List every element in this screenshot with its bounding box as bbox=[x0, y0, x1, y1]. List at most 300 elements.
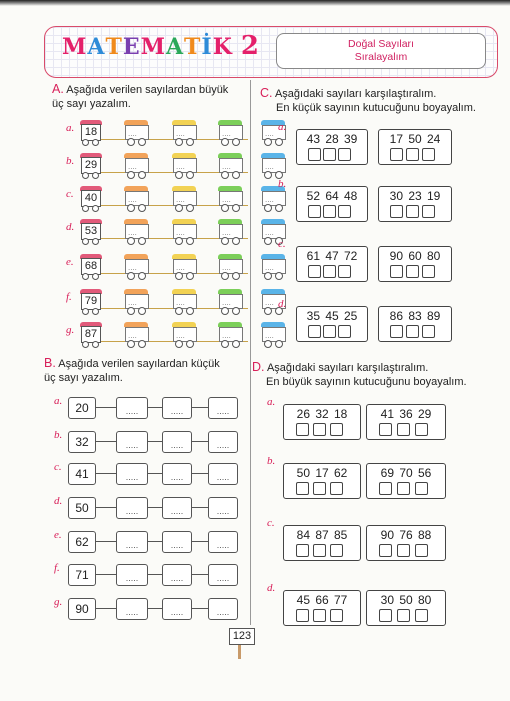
wheel-icon bbox=[221, 272, 229, 280]
paint-checkbox[interactable] bbox=[330, 423, 343, 436]
number-group-left bbox=[296, 129, 368, 165]
start-number-box: 41 bbox=[68, 463, 96, 485]
answer-box: ..... bbox=[208, 397, 238, 419]
answer-blank: .... bbox=[176, 130, 185, 138]
locomotive bbox=[80, 186, 102, 212]
answer-blank: .... bbox=[176, 299, 185, 307]
wagon-answer-box bbox=[172, 153, 196, 179]
row-label: a. bbox=[267, 396, 276, 408]
paint-checkbox[interactable] bbox=[397, 544, 410, 557]
wagon-answer-box bbox=[124, 219, 148, 245]
wheel-icon bbox=[232, 340, 240, 348]
paint-checkbox[interactable] bbox=[422, 265, 435, 278]
answer-blank: .... bbox=[176, 332, 185, 340]
number-group-left bbox=[283, 525, 361, 561]
train-row bbox=[80, 120, 274, 148]
wheel-icon bbox=[138, 138, 146, 146]
chain-link bbox=[192, 441, 208, 442]
chain-link bbox=[148, 473, 162, 474]
wheel-icon bbox=[92, 308, 99, 315]
column-divider bbox=[250, 80, 251, 625]
answer-box: ..... bbox=[116, 598, 148, 620]
paint-checkbox[interactable] bbox=[308, 205, 321, 218]
start-number-box: 62 bbox=[68, 531, 96, 553]
row-label: e. bbox=[66, 256, 74, 268]
answer-blank: .... bbox=[176, 163, 185, 171]
wheel-icon bbox=[264, 171, 272, 179]
chain-link bbox=[148, 507, 162, 508]
answer-blank: .... bbox=[265, 163, 274, 171]
wheel-icon bbox=[92, 273, 99, 280]
wheel-icon bbox=[138, 237, 146, 245]
train-row bbox=[80, 219, 274, 247]
number-group-right bbox=[366, 404, 446, 440]
chain-link bbox=[148, 407, 162, 408]
answer-blank: .... bbox=[128, 332, 137, 340]
answer-box: ..... bbox=[116, 497, 148, 519]
group-numbers: 86 83 89 bbox=[389, 309, 441, 323]
wheel-icon bbox=[186, 307, 194, 315]
paint-checkbox[interactable] bbox=[379, 482, 392, 495]
paint-checkbox[interactable] bbox=[308, 325, 321, 338]
row-label: a. bbox=[278, 121, 287, 133]
paint-checkbox[interactable] bbox=[390, 205, 403, 218]
answer-box: ..... bbox=[116, 431, 148, 453]
answer-blank: .... bbox=[265, 299, 274, 307]
wheel-icon bbox=[127, 171, 135, 179]
paint-checkbox[interactable] bbox=[379, 423, 392, 436]
group-numbers: 17 50 24 bbox=[389, 132, 441, 146]
wheel-icon bbox=[82, 172, 89, 179]
answer-blank: .... bbox=[176, 229, 185, 237]
answer-box: ..... bbox=[162, 431, 192, 453]
section-c-line2: En küçük sayının kutucuğunu boyayalım. bbox=[276, 102, 476, 114]
wheel-icon bbox=[138, 272, 146, 280]
number-group-right bbox=[366, 463, 446, 499]
number-group-left bbox=[283, 463, 361, 499]
row-label: c. bbox=[278, 238, 286, 250]
row-label: d. bbox=[278, 298, 287, 310]
start-number-box: 90 bbox=[68, 598, 96, 620]
start-number: 79 bbox=[81, 293, 101, 310]
group-numbers: 84 87 85 bbox=[296, 528, 348, 542]
wagon-answer-box bbox=[218, 322, 242, 348]
start-number-box: 50 bbox=[68, 497, 96, 519]
group-numbers: 35 45 25 bbox=[306, 309, 358, 323]
paint-checkbox[interactable] bbox=[390, 148, 403, 161]
number-group-left bbox=[296, 186, 368, 222]
row-label: a. bbox=[66, 122, 75, 134]
group-numbers: 90 76 88 bbox=[380, 528, 432, 542]
row-label: b. bbox=[278, 178, 287, 190]
wheel-icon bbox=[127, 272, 135, 280]
title-text: MATEMATİK bbox=[62, 34, 233, 60]
paint-checkbox[interactable] bbox=[406, 265, 419, 278]
start-number: 53 bbox=[81, 223, 101, 240]
answer-blank: .... bbox=[128, 196, 137, 204]
paint-checkbox[interactable] bbox=[308, 148, 321, 161]
section-d-line2: En büyük sayının kutucuğunu boyayalım. bbox=[266, 376, 467, 388]
row-label: d. bbox=[66, 221, 75, 233]
row-label: c. bbox=[267, 517, 275, 529]
start-number: 87 bbox=[81, 326, 101, 343]
chain-link bbox=[148, 441, 162, 442]
answer-box: ..... bbox=[208, 497, 238, 519]
wagon-answer-box bbox=[218, 219, 242, 245]
train-row bbox=[80, 289, 274, 317]
wheel-icon bbox=[138, 307, 146, 315]
paint-checkbox[interactable] bbox=[415, 609, 428, 622]
start-number-box: 32 bbox=[68, 431, 96, 453]
paint-checkbox[interactable] bbox=[379, 544, 392, 557]
answer-blank: .... bbox=[222, 299, 231, 307]
chain-link bbox=[192, 541, 208, 542]
paint-checkbox[interactable] bbox=[338, 325, 351, 338]
page-title bbox=[62, 31, 260, 61]
group-numbers: 26 32 18 bbox=[296, 407, 348, 421]
wheel-icon bbox=[221, 171, 229, 179]
wagon-answer-box bbox=[172, 322, 196, 348]
topic-line-1: Doğal Sayıları bbox=[348, 38, 414, 50]
wheel-icon bbox=[92, 341, 99, 348]
topic-line-2: Sıralayalım bbox=[354, 51, 408, 63]
number-group-right bbox=[378, 129, 452, 165]
train-row bbox=[80, 153, 274, 181]
wheel-icon bbox=[82, 341, 89, 348]
start-number: 29 bbox=[81, 157, 101, 174]
locomotive bbox=[80, 289, 102, 315]
answer-blank: .... bbox=[265, 229, 274, 237]
wagon-answer-box bbox=[261, 153, 285, 179]
paint-checkbox[interactable] bbox=[406, 325, 419, 338]
wagon-answer-box bbox=[124, 254, 148, 280]
wheel-icon bbox=[232, 204, 240, 212]
number-group-right bbox=[378, 246, 452, 282]
answer-box: ..... bbox=[162, 497, 192, 519]
section-b-line2: üç sayı yazalım. bbox=[44, 372, 123, 384]
number-group-right bbox=[366, 590, 446, 626]
wagon-answer-box bbox=[172, 120, 196, 146]
number-group-right bbox=[378, 306, 452, 342]
wagon-answer-box bbox=[218, 120, 242, 146]
paint-checkbox[interactable] bbox=[422, 205, 435, 218]
wheel-icon bbox=[186, 171, 194, 179]
chain-link bbox=[148, 574, 162, 575]
section-d-line1: Aşağıdaki sayıları karşılaştıralım. bbox=[266, 362, 429, 374]
chain-link bbox=[96, 574, 116, 575]
section-a-line1: Aşağıda verilen sayılardan büyük bbox=[66, 84, 229, 96]
chain-link bbox=[192, 407, 208, 408]
answer-box: ..... bbox=[162, 564, 192, 586]
answer-blank: .... bbox=[128, 163, 137, 171]
paint-checkbox[interactable] bbox=[390, 265, 403, 278]
locomotive bbox=[80, 219, 102, 245]
paint-checkbox[interactable] bbox=[415, 544, 428, 557]
answer-box: ..... bbox=[116, 564, 148, 586]
wheel-icon bbox=[264, 272, 272, 280]
answer-box: ..... bbox=[162, 397, 192, 419]
chain-link bbox=[96, 473, 116, 474]
paint-checkbox[interactable] bbox=[397, 482, 410, 495]
paint-checkbox[interactable] bbox=[379, 609, 392, 622]
group-numbers: 90 60 80 bbox=[389, 249, 441, 263]
page-number-stem bbox=[238, 645, 241, 659]
paint-checkbox[interactable] bbox=[422, 148, 435, 161]
answer-blank: .... bbox=[222, 229, 231, 237]
train-row bbox=[80, 186, 274, 214]
wheel-icon bbox=[138, 171, 146, 179]
wheel-icon bbox=[232, 138, 240, 146]
start-number: 68 bbox=[81, 258, 101, 275]
answer-blank: .... bbox=[222, 130, 231, 138]
wheel-icon bbox=[175, 171, 183, 179]
group-numbers: 43 28 39 bbox=[306, 132, 358, 146]
wheel-icon bbox=[186, 340, 194, 348]
wheel-icon bbox=[92, 172, 99, 179]
wheel-icon bbox=[221, 307, 229, 315]
locomotive bbox=[80, 322, 102, 348]
paint-checkbox[interactable] bbox=[313, 544, 326, 557]
wheel-icon bbox=[232, 272, 240, 280]
paint-checkbox[interactable] bbox=[296, 544, 309, 557]
answer-box: ..... bbox=[208, 463, 238, 485]
wagon-answer-box bbox=[261, 322, 285, 348]
answer-blank: .... bbox=[265, 130, 274, 138]
paint-checkbox[interactable] bbox=[415, 482, 428, 495]
answer-box: ..... bbox=[162, 463, 192, 485]
chain-link bbox=[96, 441, 116, 442]
wheel-icon bbox=[82, 273, 89, 280]
wheel-icon bbox=[264, 307, 272, 315]
wheel-icon bbox=[232, 171, 240, 179]
row-label: b. bbox=[54, 429, 63, 441]
row-label: a. bbox=[54, 395, 63, 407]
answer-blank: .... bbox=[265, 332, 274, 340]
answer-blank: .... bbox=[128, 264, 137, 272]
start-number-box: 71 bbox=[68, 564, 96, 586]
section-a-title: A. Aşağıda verilen sayılardan büyük üç sayı yazalım. bbox=[52, 82, 229, 110]
group-numbers: 30 50 80 bbox=[380, 593, 432, 607]
paint-checkbox[interactable] bbox=[313, 423, 326, 436]
wheel-icon bbox=[264, 340, 272, 348]
start-number: 18 bbox=[81, 124, 101, 141]
wheel-icon bbox=[175, 272, 183, 280]
wagon-answer-box bbox=[172, 186, 196, 212]
answer-box: ..... bbox=[208, 531, 238, 553]
paint-checkbox[interactable] bbox=[296, 609, 309, 622]
answer-box: ..... bbox=[208, 598, 238, 620]
train-row bbox=[80, 254, 274, 282]
wagon-answer-box bbox=[124, 120, 148, 146]
paint-checkbox[interactable] bbox=[313, 609, 326, 622]
paint-checkbox[interactable] bbox=[338, 148, 351, 161]
section-c-line1: Aşağıdaki sayıları karşılaştıralım. bbox=[274, 88, 437, 100]
paint-checkbox[interactable] bbox=[422, 325, 435, 338]
row-label: g. bbox=[54, 596, 63, 608]
answer-blank: .... bbox=[128, 229, 137, 237]
number-group-right bbox=[378, 186, 452, 222]
number-group-left bbox=[283, 404, 361, 440]
wheel-icon bbox=[264, 204, 272, 212]
chain-link bbox=[96, 507, 116, 508]
topic-box bbox=[276, 33, 486, 69]
wheel-icon bbox=[127, 204, 135, 212]
wheel-icon bbox=[92, 139, 99, 146]
wagon-answer-box bbox=[218, 254, 242, 280]
paint-checkbox[interactable] bbox=[323, 205, 336, 218]
paint-checkbox[interactable] bbox=[296, 423, 309, 436]
wheel-icon bbox=[221, 237, 229, 245]
paint-checkbox[interactable] bbox=[313, 482, 326, 495]
wagon-answer-box bbox=[124, 322, 148, 348]
page-number: 123 bbox=[229, 628, 255, 645]
wheel-icon bbox=[232, 307, 240, 315]
answer-box: ..... bbox=[208, 431, 238, 453]
wagon-answer-box bbox=[124, 186, 148, 212]
group-numbers: 69 70 56 bbox=[380, 466, 432, 480]
row-label: b. bbox=[66, 155, 75, 167]
row-label: d. bbox=[267, 582, 276, 594]
wagon-answer-box bbox=[172, 254, 196, 280]
wheel-icon bbox=[232, 237, 240, 245]
paint-checkbox[interactable] bbox=[330, 544, 343, 557]
wagon-answer-box bbox=[218, 153, 242, 179]
paint-checkbox[interactable] bbox=[338, 205, 351, 218]
chain-link bbox=[192, 473, 208, 474]
wheel-icon bbox=[264, 237, 272, 245]
paint-checkbox[interactable] bbox=[415, 423, 428, 436]
wheel-icon bbox=[175, 237, 183, 245]
wheel-icon bbox=[138, 340, 146, 348]
number-group-left bbox=[296, 306, 368, 342]
wheel-icon bbox=[127, 138, 135, 146]
row-label: g. bbox=[66, 324, 75, 336]
wagon-answer-box bbox=[261, 254, 285, 280]
section-a-line2: üç sayı yazalım. bbox=[52, 98, 131, 110]
wheel-icon bbox=[175, 204, 183, 212]
section-b-title: B. Aşağıda verilen sayılardan küçük üç sayı yazalım. bbox=[44, 356, 220, 384]
answer-box: ..... bbox=[208, 564, 238, 586]
paint-checkbox[interactable] bbox=[330, 609, 343, 622]
wheel-icon bbox=[275, 204, 283, 212]
wheel-icon bbox=[92, 238, 99, 245]
paint-checkbox[interactable] bbox=[323, 325, 336, 338]
group-numbers: 41 36 29 bbox=[380, 407, 432, 421]
paint-checkbox[interactable] bbox=[308, 265, 321, 278]
wagon-answer-box bbox=[172, 219, 196, 245]
wheel-icon bbox=[186, 138, 194, 146]
paint-checkbox[interactable] bbox=[397, 609, 410, 622]
answer-blank: .... bbox=[222, 332, 231, 340]
wheel-icon bbox=[127, 237, 135, 245]
paint-checkbox[interactable] bbox=[397, 423, 410, 436]
wheel-icon bbox=[127, 307, 135, 315]
chain-link bbox=[192, 608, 208, 609]
chain-link bbox=[192, 574, 208, 575]
wheel-icon bbox=[275, 272, 283, 280]
locomotive bbox=[80, 153, 102, 179]
wagon-answer-box bbox=[172, 289, 196, 315]
answer-box: ..... bbox=[116, 531, 148, 553]
answer-blank: .... bbox=[176, 196, 185, 204]
section-c-title: C. Aşağıdaki sayıları karşılaştıralım. En küçük sayının kutucuğunu boyayalım. bbox=[260, 86, 476, 114]
answer-blank: .... bbox=[222, 196, 231, 204]
answer-blank: .... bbox=[128, 130, 137, 138]
chain-link bbox=[148, 608, 162, 609]
group-numbers: 45 66 77 bbox=[296, 593, 348, 607]
number-group-left bbox=[283, 590, 361, 626]
wheel-icon bbox=[221, 204, 229, 212]
paint-checkbox[interactable] bbox=[296, 482, 309, 495]
answer-box: ..... bbox=[162, 531, 192, 553]
wheel-icon bbox=[221, 340, 229, 348]
paint-checkbox[interactable] bbox=[338, 265, 351, 278]
row-label: f. bbox=[66, 291, 72, 303]
wheel-icon bbox=[175, 307, 183, 315]
row-label: c. bbox=[66, 188, 74, 200]
answer-box: ..... bbox=[116, 463, 148, 485]
section-b-line1: Aşağıda verilen sayılardan küçük bbox=[58, 358, 220, 370]
row-label: f. bbox=[54, 562, 60, 574]
locomotive bbox=[80, 120, 102, 146]
wheel-icon bbox=[221, 138, 229, 146]
wheel-icon bbox=[264, 138, 272, 146]
locomotive bbox=[80, 254, 102, 280]
grade-number: 2 bbox=[240, 31, 260, 61]
wagon-answer-box bbox=[124, 153, 148, 179]
scan-edge bbox=[0, 0, 510, 6]
wheel-icon bbox=[186, 237, 194, 245]
answer-blank: .... bbox=[222, 163, 231, 171]
wheel-icon bbox=[275, 138, 283, 146]
answer-blank: .... bbox=[265, 196, 274, 204]
chain-link bbox=[148, 541, 162, 542]
wheel-icon bbox=[127, 340, 135, 348]
row-label: e. bbox=[54, 529, 62, 541]
wheel-icon bbox=[138, 204, 146, 212]
chain-link bbox=[192, 507, 208, 508]
wagon-answer-box bbox=[124, 289, 148, 315]
paint-checkbox[interactable] bbox=[323, 148, 336, 161]
row-label: c. bbox=[54, 461, 62, 473]
answer-blank: .... bbox=[128, 299, 137, 307]
group-numbers: 30 23 19 bbox=[389, 189, 441, 203]
answer-blank: .... bbox=[176, 264, 185, 272]
row-label: d. bbox=[54, 495, 63, 507]
start-number: 40 bbox=[81, 190, 101, 207]
group-numbers: 50 17 62 bbox=[296, 466, 348, 480]
paint-checkbox[interactable] bbox=[330, 482, 343, 495]
wheel-icon bbox=[175, 340, 183, 348]
group-numbers: 61 47 72 bbox=[306, 249, 358, 263]
wagon-answer-box bbox=[218, 289, 242, 315]
paint-checkbox[interactable] bbox=[390, 325, 403, 338]
paint-checkbox[interactable] bbox=[323, 265, 336, 278]
wheel-icon bbox=[82, 308, 89, 315]
wheel-icon bbox=[275, 340, 283, 348]
wheel-icon bbox=[186, 204, 194, 212]
paint-checkbox[interactable] bbox=[406, 148, 419, 161]
wheel-icon bbox=[82, 139, 89, 146]
wheel-icon bbox=[92, 205, 99, 212]
paint-checkbox[interactable] bbox=[406, 205, 419, 218]
answer-box: ..... bbox=[116, 397, 148, 419]
start-number-box: 20 bbox=[68, 397, 96, 419]
chain-link bbox=[96, 608, 116, 609]
wheel-icon bbox=[82, 205, 89, 212]
wagon-answer-box bbox=[218, 186, 242, 212]
wheel-icon bbox=[175, 138, 183, 146]
